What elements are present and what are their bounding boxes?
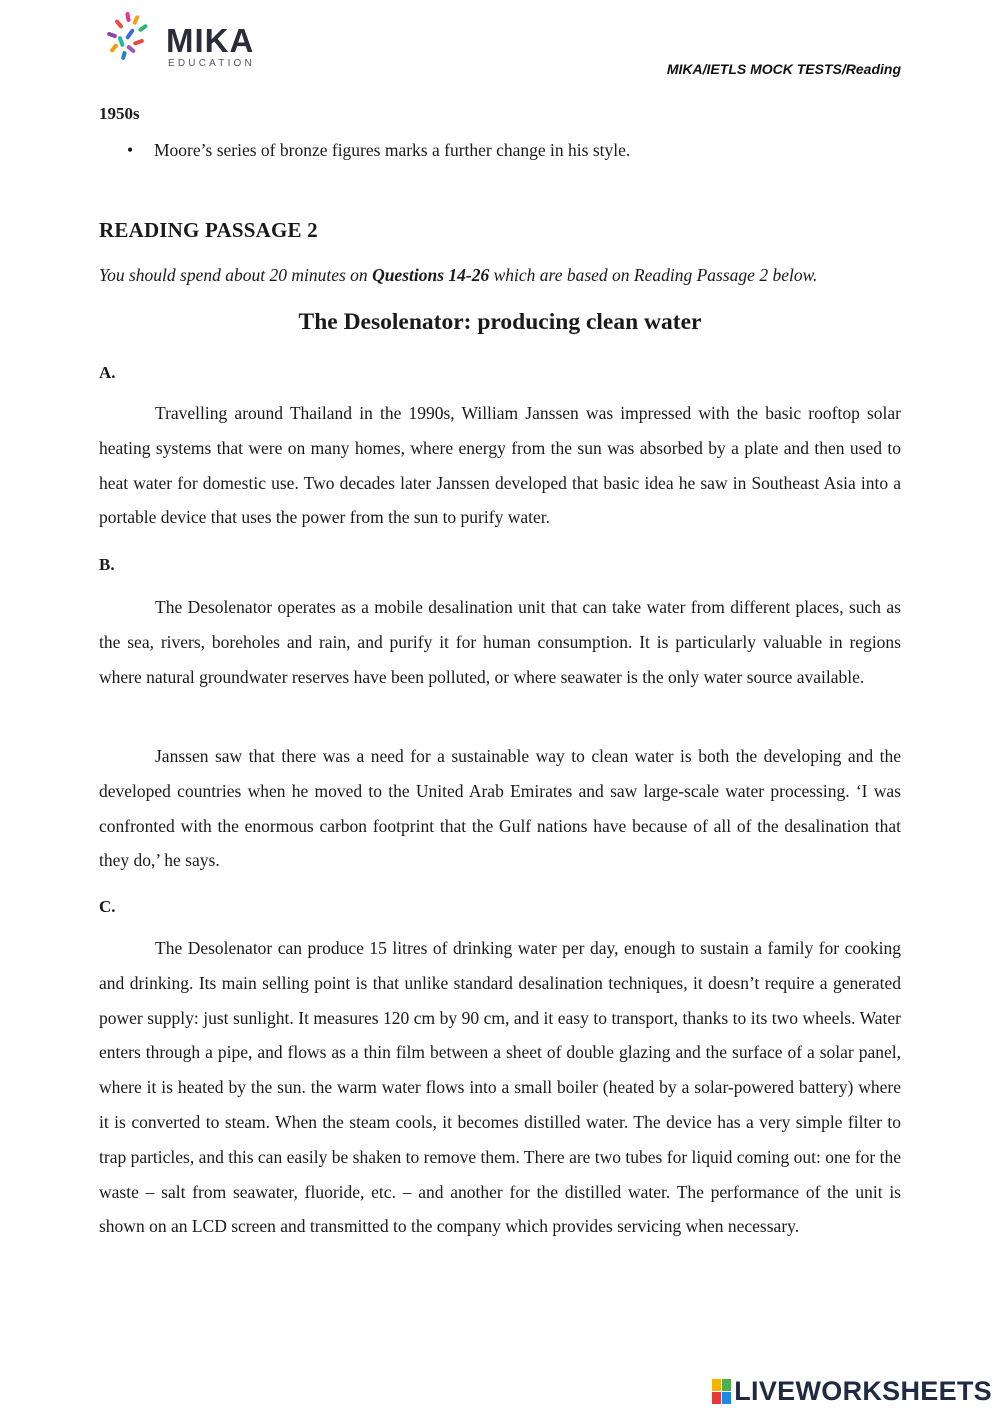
paragraph-c1: The Desolenator can produce 15 litres of drinking water per day, enough to sustain a family for cooking and drinking. Its main selling point is that unlike standard desalination techniques, it doesn’t require a generated power supply: just sunlight. It measures 120 cm by 90 cm, and it easy to transport, thanks to its two wheels. Water enters through a pipe, and flows as a thin film between a sheet of double glazing and the surface of a solar panel, where it is heated by the sun. the warm water flows into a small boiler (heated by a solar-powered battery) where it is converted to steam. When the steam cools, it becomes distilled water. The device has a very simple filter to trap particles, and this can easily be shaken to remove them. There are two tubes for liquid coming out: one for the waste – salt from seawater, fluoride, etc. – and another for the distilled water. The performance of the unit is shown on an LCD screen and transmitted to the company which provides servicing when necessary.: [99, 938, 902, 1237]
mika-logo-icon: [104, 10, 162, 68]
section-letter-c: C.: [99, 897, 116, 916]
section-letter-a: A.: [99, 363, 116, 382]
liveworksheets-icon: [712, 1379, 731, 1404]
instruction-text: You should spend about 20 minutes on: [99, 265, 373, 285]
test-reference: MIKA/IETLS MOCK TESTS/Reading: [666, 61, 901, 77]
passage-title: The Desolenator: producing clean water: [298, 309, 702, 335]
timeline-bullet-text: Moore’s series of bronze figures marks a further change in his style.: [154, 140, 631, 160]
paragraph-b1: The Desolenator operates as a mobile desalination unit that can take water from different places, such as the sea, rivers, boreholes and rain, and purify it for human consumption. It is particularly valuable in regions where natural groundwater reserves have been polluted, or where seawater is the only water source available.: [99, 597, 901, 687]
watermark-text: LIVEWORKSHEETS: [734, 1376, 992, 1406]
timeline-year: 1950s: [99, 104, 140, 123]
liveworksheets-watermark: [712, 1378, 992, 1405]
timeline-bullet: [127, 140, 630, 161]
logo-subtitle: EDUCATION: [168, 58, 255, 69]
bullet-icon: •: [127, 140, 134, 160]
passage-heading: READING PASSAGE 2: [99, 218, 318, 242]
paragraph-a1: Travelling around Thailand in the 1990s, William Janssen was impressed with the basic rooftop solar heating systems that were on many homes, where energy from the sun was absorbed by a plate and then used to heat water for domestic use. Two decades later Janssen developed that basic idea he saw in Southeast Asia into a portable device that uses the power from the sun to purify water.: [99, 403, 901, 528]
mika-logo: [104, 10, 274, 70]
instruction-questions: Questions 14-26: [372, 265, 490, 285]
passage-instruction: [99, 265, 817, 286]
logo-name: MIKA: [166, 22, 255, 59]
paragraph-b2: Janssen saw that there was a need for a sustainable way to clean water is both the developing and the developed countries when he moved to the United Arab Emirates and saw large-scale water processing. ‘I was confronted with the enormous carbon footprint that the Gulf nations have because of all of the desalination that they do,’ he says.: [99, 746, 901, 871]
instruction-text-end: which are based on Reading Passage 2 below.: [489, 265, 818, 285]
section-letter-b: B.: [99, 555, 115, 574]
